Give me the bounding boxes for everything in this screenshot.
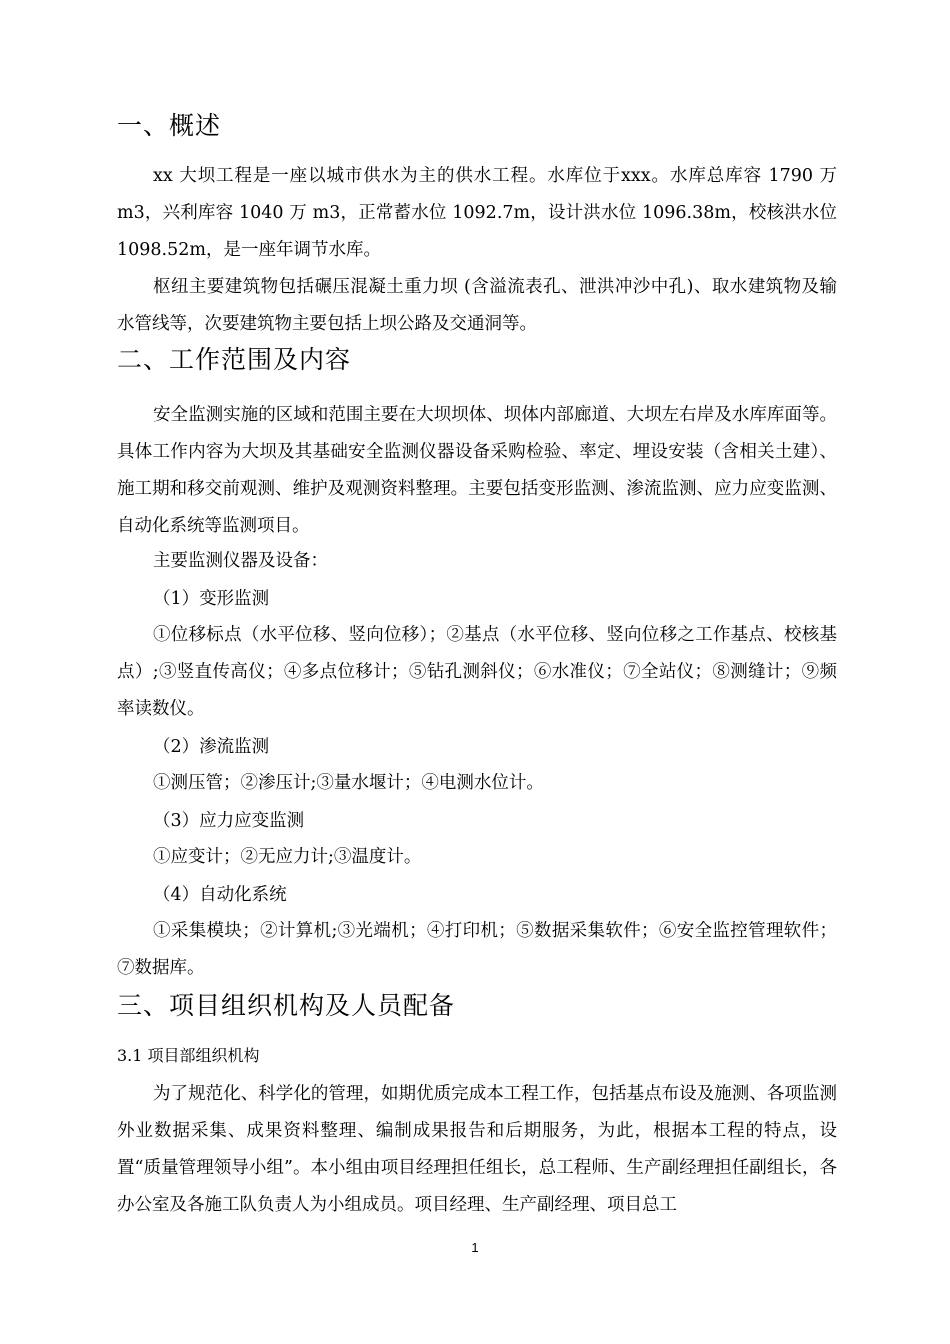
section-1-paragraph-2: 枢纽主要建筑物包括碾压混凝土重力坝 (含溢流表孔、泄洪冲沙中孔)、取水建筑物及输水管线等，次要建筑物主要包括上坝公路及交通洞等。 xyxy=(117,277,837,334)
section-3-heading: 三、项目组织机构及人员配备 xyxy=(117,991,456,1020)
document-page xyxy=(117,0,837,1344)
item-2-body: ①测压管；②渗压计;③量水堰计；④电测水位计。 xyxy=(153,773,544,793)
section-1-paragraph-1: xx 大坝工程是一座以城市供水为主的供水工程。水库位于xxx。水库总库容 1790 万 m3，兴利库容 1040 万 m3，正常蓄水位 1092.7m，设计洪水位 1096.38m，校核洪水位 1098.52m，是一座年调节水库。 xyxy=(117,166,837,260)
section-2-paragraph-2: 主要监测仪器及设备： xyxy=(153,551,328,571)
item-3-body: ①应变计；②无应力计;③温度计。 xyxy=(153,847,422,867)
item-2-heading: （2）渗流监测 xyxy=(153,737,270,757)
section-2-heading: 二、工作范围及内容 xyxy=(117,345,352,374)
section-3-paragraph-1: 为了规范化、科学化的管理，如期优质完成本工程工作，包括基点布设及施测、各项监测外业数据采集、成果资料整理、编制成果报告和后期服务，为此，根据本工程的特点，设置“质量管理领导小组”。本小组由项目经理担任组长，总工程师、生产副经理担任副组长，各办公室及各施工队负责人为小组成员。项目经理、生产副经理、项目总工 xyxy=(117,1084,837,1215)
item-4-heading: （4）自动化系统 xyxy=(153,885,287,905)
item-1-body: ①位移标点（水平位移、竖向位移）；②基点（水平位移、竖向位移之工作基点、校核基点）;③竖直传高仪；④多点位移计；⑤钻孔测斜仪；⑥水准仪；⑦全站仪；⑧测缝计；⑨频率读数仪。 xyxy=(117,625,837,719)
section-2-paragraph-1: 安全监测实施的区域和范围主要在大坝坝体、坝体内部廊道、大坝左右岸及水库库面等。具体工作内容为大坝及其基础安全监测仪器设备采购检验、率定、埋设安装（含相关土建）、施工期和移交前观测、维护及观测资料整理。主要包括变形监测、渗流监测、应力应变监测、自动化系统等监测项目。 xyxy=(117,405,837,536)
item-1-heading: （1）变形监测 xyxy=(153,589,270,609)
item-3-heading: （3）应力应变监测 xyxy=(153,811,305,831)
page-number: 1 xyxy=(471,1240,479,1255)
section-1-heading: 一、概述 xyxy=(117,111,222,140)
subsection-3-1-heading: 3.1 项目部组织机构 xyxy=(117,1046,260,1065)
item-4-body: ①采集模块；②计算机;③光端机；④打印机；⑤数据采集软件；⑥安全监控管理软件；⑦数据库。 xyxy=(117,921,837,978)
